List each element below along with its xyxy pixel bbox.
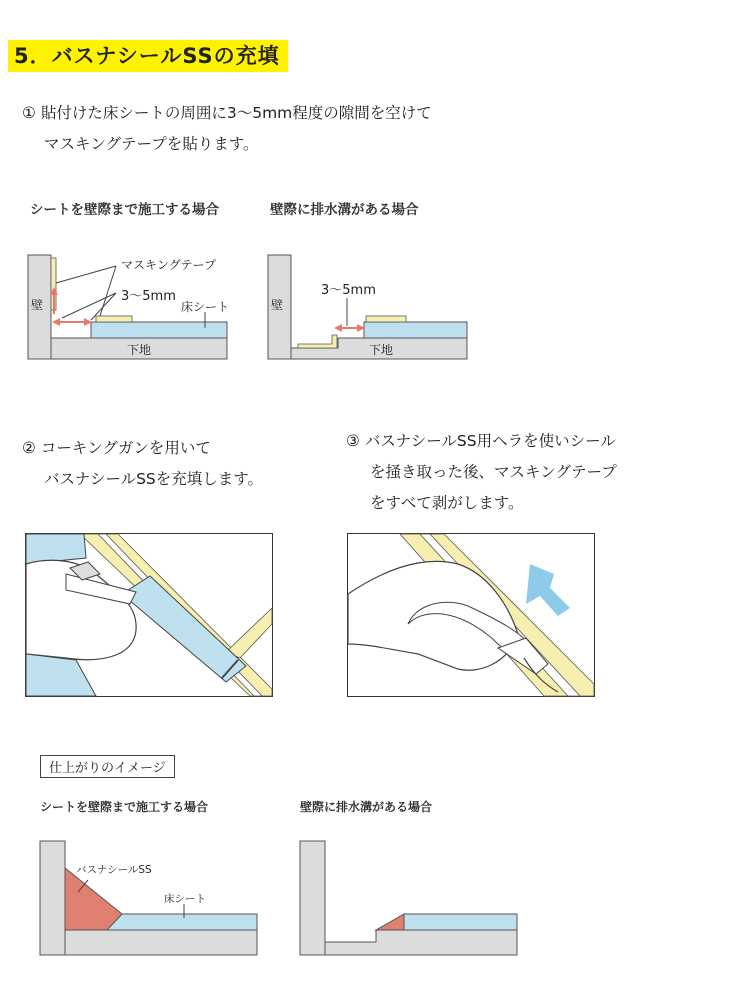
diagram1-left-caption: シートを壁際まで施工する場合 (30, 202, 219, 218)
step2-text-1: コーキングガンを用いて (40, 439, 211, 457)
step3-number: ③ (346, 432, 360, 450)
finish-floor-sheet-label: 床シート (164, 893, 206, 905)
sealant-label: バスナシールSS (76, 864, 152, 876)
step1-text-2: マスキングテープを貼ります。 (44, 135, 259, 153)
step3-text-1: バスナシールSS用ヘラを使いシール (364, 432, 616, 450)
gap-label-right: 3〜5mm (321, 283, 376, 298)
step1-text-1: 貼付けた床シートの周囲に3〜5mm程度の隙間を空けて (40, 104, 432, 122)
wall-label-left: 壁 (31, 298, 44, 312)
finish-left-caption: シートを壁際まで施工する場合 (40, 800, 209, 814)
wall-label-right: 壁 (271, 298, 284, 312)
floor-sheet-label-left: 床シート (181, 300, 230, 314)
masking-tape-label: マスキングテープ (121, 258, 217, 272)
section-title: 5．バスナシールSSの充填 (8, 40, 288, 72)
base-label-left: 下地 (127, 343, 152, 357)
base-label-right: 下地 (369, 343, 394, 357)
finish-image-label: 仕上がりのイメージ (40, 755, 175, 778)
step1-number: ① (22, 104, 36, 122)
finish-right-caption: 壁際に排水溝がある場合 (300, 800, 433, 814)
gap-label-left: 3〜5mm (121, 289, 176, 304)
diagram1-right-caption: 壁際に排水溝がある場合 (270, 202, 419, 218)
step2-number: ② (22, 439, 36, 457)
step3-text-2: を掻き取った後、マスキングテープ (370, 463, 617, 481)
step3-text-3: をすべて剥がします。 (370, 494, 524, 512)
step2-text-2: バスナシールSSを充填します。 (44, 470, 264, 488)
